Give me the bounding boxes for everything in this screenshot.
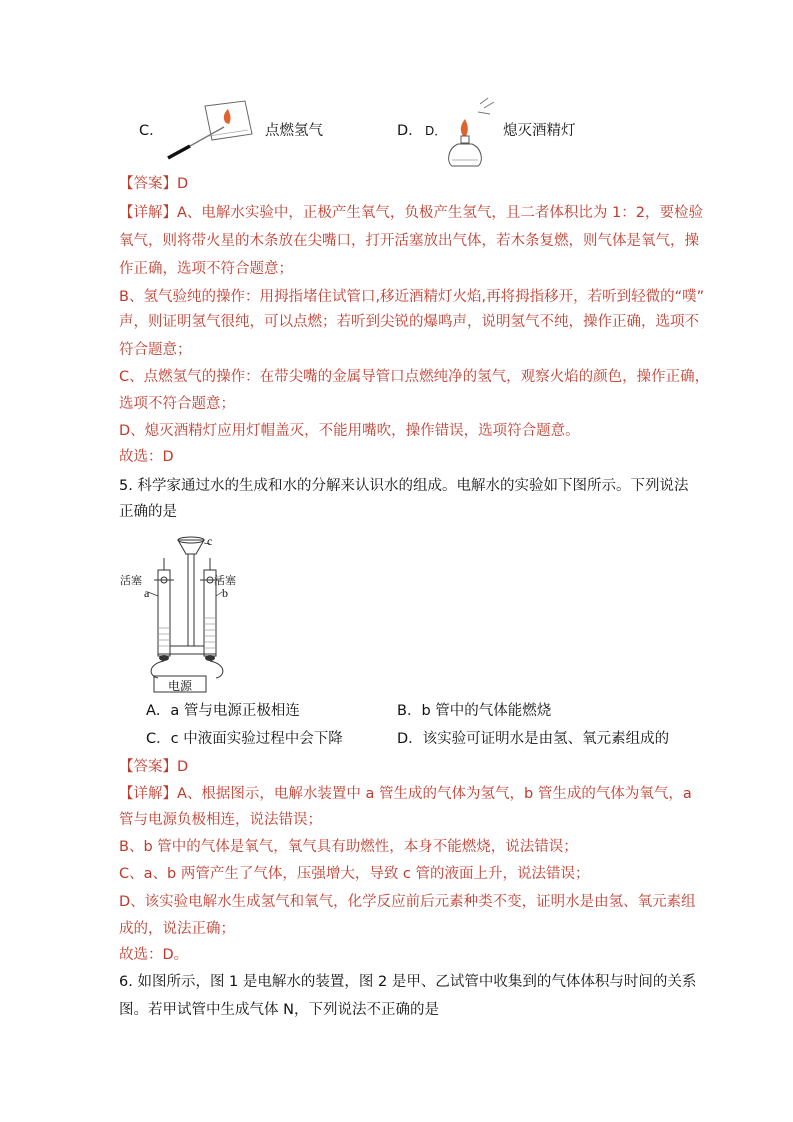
option-d-label: 熄灭酒精灯: [503, 123, 576, 139]
q4-detail-line: 氧气，则将带火星的木条放在尖嘴口，打开活塞放出气体，若木条复燃，则气体是氧气，操: [119, 233, 699, 249]
option-c-label: 点燃氢气: [265, 123, 323, 139]
q6-stem-line: 6. 如图所示，图 1 是电解水的装置，图 2 是甲、乙试管中收集到的气体体积与时间的关系: [119, 974, 697, 990]
label-power: 电源: [168, 679, 193, 693]
flame-icon: [461, 119, 468, 136]
q4-detail-line: B、氢气验纯的操作：用拇指堵住试管口,移近酒精灯火焰,再将拇指移开，若听到轻微的“噗”: [119, 289, 705, 305]
alcohol-lamp-illustration: [440, 94, 500, 172]
q4-detail-line: 作正确，选项不符合题意；: [119, 261, 293, 277]
blow-icon: [478, 98, 494, 114]
q4-detail-line: 【详解】A、电解水实验中，正极产生氧气，负极产生氢气，且二者体积比为 1：2，要检验: [119, 205, 703, 221]
lighting-hydrogen-illustration: [160, 96, 260, 166]
q5-detail-line: 【详解】A、根据图示，电解水装置中 a 管生成的气体为氢气，b 管生成的气体为氧气，a: [119, 786, 692, 802]
q5-option-a: A．a 管与电源正极相连: [146, 703, 300, 719]
q5-stem-line: 正确的是: [119, 504, 177, 520]
q4-detail-line: 选项不符合题意；: [119, 396, 235, 412]
label-valve-left: 活塞: [120, 574, 142, 587]
option-c-letter: C．: [139, 123, 164, 139]
q4-answer: 【答案】D: [119, 176, 189, 192]
electrolysis-apparatus-figure: [118, 528, 258, 696]
q4-detail-line: C、点燃氢气的操作：在带尖嘴的金属导管口点燃纯净的氢气，观察火焰的颜色，操作正确，: [119, 369, 710, 385]
q5-detail-line: 成的，说法正确；: [119, 921, 235, 937]
q5-option-d: D．该实验可证明水是由氢、氧元素组成的: [397, 731, 670, 747]
q4-detail-line: D、熄灭酒精灯应用灯帽盖灭，不能用嘴吹，操作错误，选项符合题意。: [119, 423, 580, 439]
q5-stem-line: 5. 科学家通过水的生成和水的分解来认识水的组成。电解水的实验如下图所示。下列说法: [119, 478, 689, 494]
q4-detail-line: 故选：D: [119, 449, 174, 465]
q4-detail-line: 符合题意；: [119, 342, 192, 358]
option-d-letter: D．: [397, 123, 423, 139]
flame-icon: [224, 109, 231, 124]
q5-detail-line: B、b 管中的气体是氧气，氧气具有助燃性，本身不能燃烧，说法错误；: [119, 839, 578, 855]
label-b: b: [222, 586, 228, 600]
q4-detail-line: 声，则证明氢气很纯，可以点燃；若听到尖锐的爆鸣声，说明氢气不纯，操作正确，选项不: [119, 314, 699, 330]
q5-detail-line: 管与电源负极相连，说法错误；: [119, 812, 322, 828]
q5-detail-line: 故选：D。: [119, 947, 189, 963]
q5-option-c: C．c 中液面实验过程中会下降: [146, 731, 343, 747]
q5-detail-line: C、a、b 两管产生了气体，压强增大，导致 c 管的液面上升，说法错误；: [119, 866, 590, 882]
label-a: a: [144, 586, 150, 600]
label-valve-right: 活塞: [214, 574, 236, 587]
q5-answer: 【答案】D: [119, 759, 189, 775]
q5-detail-line: D、该实验电解水生成氢气和氧气，化学反应前后元素种类不变，证明水是由氢、氧元素组: [119, 894, 696, 910]
q6-stem-line: 图。若甲试管中生成气体 N，下列说法不正确的是: [119, 1002, 439, 1018]
label-c: c: [207, 534, 213, 548]
option-d-inner: D．: [425, 124, 447, 138]
q5-option-b: B．b 管中的气体能燃烧: [397, 703, 552, 719]
